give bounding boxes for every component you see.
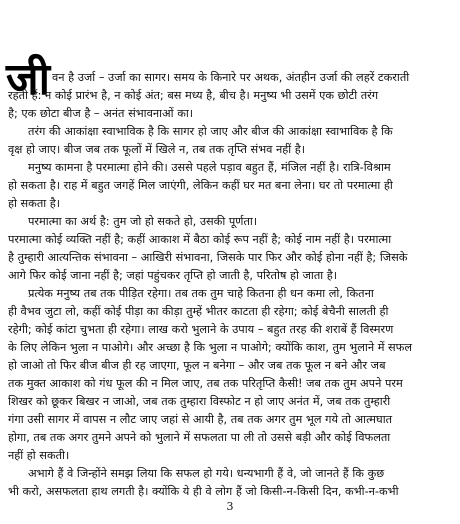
text-line: रहेगी; कोई कांटा चुभता ही रहेगा। लाख करो भुलाने के उपाय – बहुत तरह की शराबें हैं विस्मरण (8, 323, 394, 336)
text-line: होगा, तब तक अगर तुमने अपने को भुलाने में सफलता पा ली तो उससे बड़ी और कोई विफलता (8, 431, 391, 444)
text-line: वन है उर्जा – उर्जा का सागर। समय के किनारे पर अथक, अंतहीन उर्जा की लहरें टकराती (52, 71, 410, 84)
text-line: ही वैभव जुटा लो, कहीं कोई पीड़ा का कीड़ा तुम्हें भीतर काटता ही रहेगा; कोई बेचैनी सालती ही (8, 305, 389, 318)
text-line: नहीं हो सकती। (8, 449, 70, 462)
page-number: 3 (226, 500, 234, 513)
text-line: प्रत्येक मनुष्य तब तक पीड़ित रहेगा। तब तक तुम चाहे कितना ही धन कमा लो, कितना (28, 287, 374, 300)
text-line: गंगा उसी सागर में वापस न लौट जाए जहां से आयी है, तब तक अगर तुम भूल गये तो आत्मघात (8, 413, 393, 426)
text-line: शिखर को छूकर बिखर न जाओ, जब तक तुम्हारा विस्फोट न हो जाए अनंत में, जब तक तुम्हारी (8, 395, 391, 408)
text-line: है; एक छोटा बीज है – अनंत संभावनाओं का। (8, 107, 194, 120)
text-line: परमात्मा कोई व्यक्ति नहीं है; कहीं आकाश में बैठा कोई रूप नहीं है; कोई नाम नहीं है। परमात्मा (8, 233, 392, 246)
text-line: तरंग की आकांक्षा स्वाभाविक है कि सागर हो जाए और बीज की आकांक्षा स्वाभाविक है कि (28, 125, 393, 138)
text-line: हो जाओ तो फिर बीज बीज ही रह जाएगा, फूल न बनेगा – और जब तक फूल न बने और जब (8, 359, 386, 372)
text-line: के लिए लेकिन भुला न पाओगे। और अच्छा है कि भुला न पाओगे; क्योंकि काश, तुम भुलाने में सफल (8, 341, 413, 354)
text-line: अभागे हैं वे जिन्होंने समझ लिया कि सफल हो गये। धन्यभागी हैं वे, जो जानते हैं कि कुछ (28, 467, 385, 480)
text-line: भी करो, असफलता हाथ लगती है। क्योंकि ये ही वे लोग हैं जो किसी-न-किसी दिन, कभी-न-कभी (8, 485, 399, 498)
text-line: वृक्ष हो जाए। बीज जब तक फूलों में खिले न, तब तक तृप्ति संभव नहीं है। (8, 143, 306, 156)
text-line: मनुष्य कामना है परमात्मा होने की। उससे पहले पड़ाव बहुत हैं, मंजिल नहीं है। रात्रि-विश्राम (28, 161, 391, 174)
text-line: परमात्मा का अर्थ है: तुम जो हो सकते हो, उसकी पूर्णता। (28, 215, 258, 228)
text-line: है तुम्हारी आत्यन्तिक संभावना – आखिरी संभावना, जिसके पार फिर और कोई होना नहीं है; जिसके (8, 251, 408, 264)
text-line: हो सकता है। (8, 197, 61, 210)
text-line: हो सकता है। राह में बहुत जगहें मिल जाएंगी, लेकिन कहीं घर मत बना लेना। घर तो परमात्मा ही (8, 179, 393, 192)
text-line: आगे फिर कोई जाना नहीं है; जहां पहुंचकर तृप्ति हो जाती है, परितोष हो जाता है। (8, 269, 338, 282)
text-line: तक मुक्त आकाश को गंध फूल की न मिल जाए, तब तक परितृप्ति कैसी! जब तक तुम अपने परम (8, 377, 403, 390)
drop-cap: जी (6, 54, 50, 105)
text-line: रहती हैं: न कोई प्रारंभ है, न कोई अंत; बस मध्य है, बीच है। मनुष्य भी उसमें एक छोटी तरंग (8, 89, 379, 102)
